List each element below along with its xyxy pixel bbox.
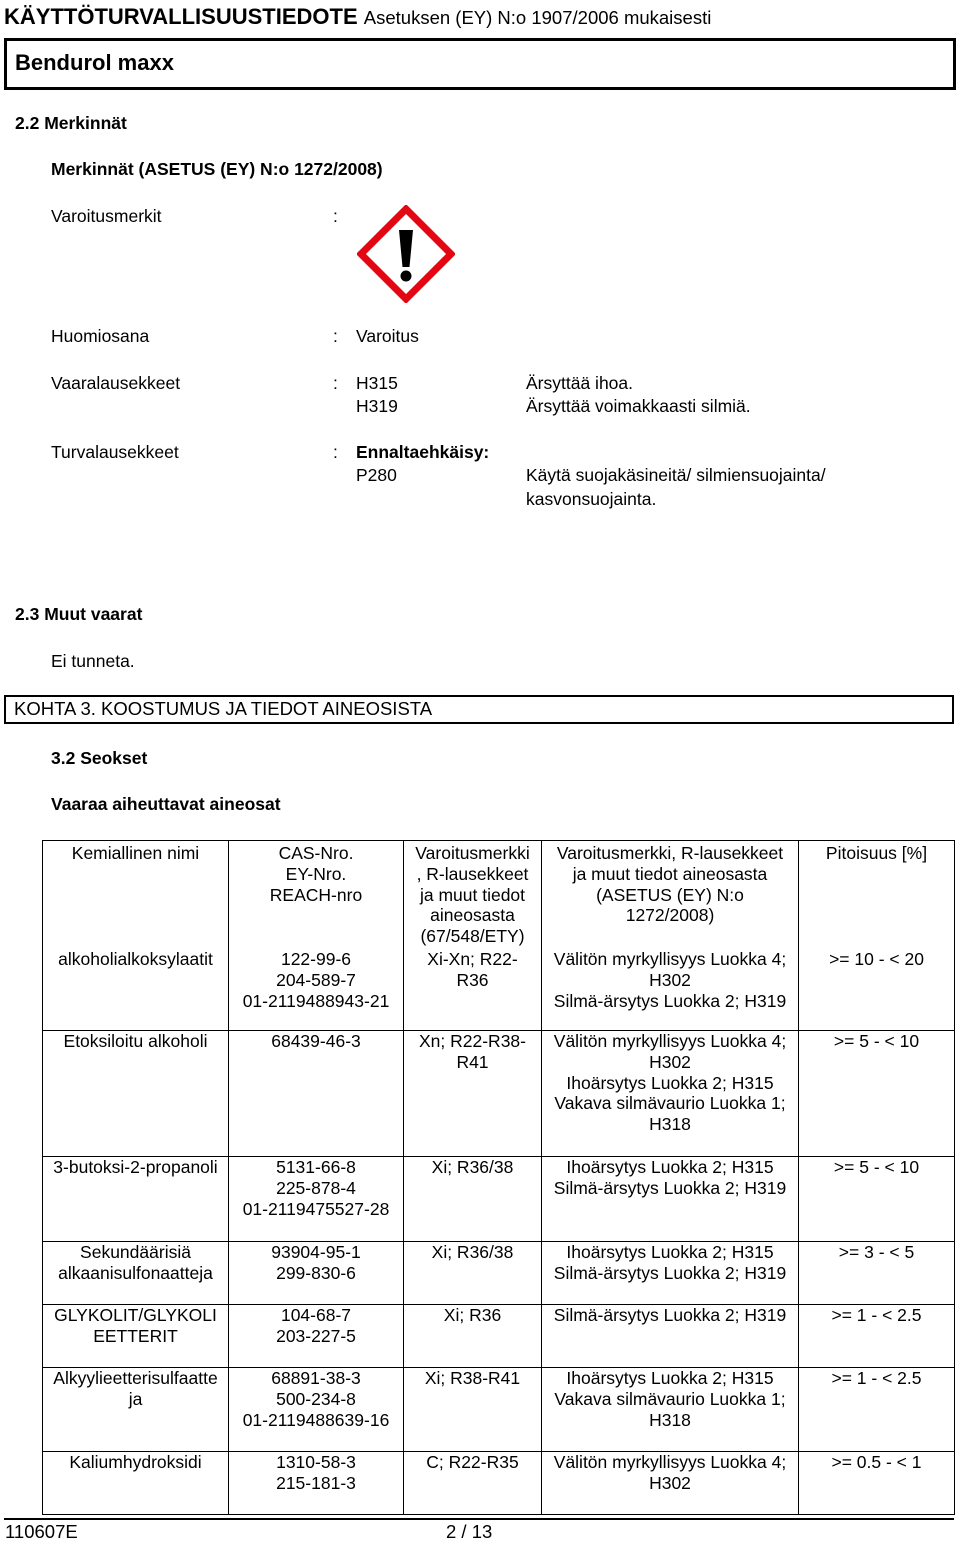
concentration-cell-line: >= 3 - < 5 [838,1242,915,1263]
dsd-classification-cell [404,1242,542,1305]
concentration-cell-line: >= 1 - < 2.5 [831,1305,922,1326]
concentration-cell [799,1368,955,1452]
document-title-regulation: Asetuksen (EY) N:o 1907/2006 mukaisesti [363,7,712,28]
column-header-4-line: Varoitusmerkki, R-lausekkeet [556,843,784,863]
chemical-name-cell [43,1305,229,1368]
clp-classification-cell-line: H302 [649,969,691,990]
concentration-cell-line: >= 0.5 - < 1 [831,1452,922,1473]
product-name: Bendurol maxx [15,50,174,75]
dsd-classification-cell [404,1030,542,1156]
column-header-2-line: CAS-Nro. [278,843,354,863]
column-header-4-line: ja muut tiedot aineosasta [572,863,768,884]
clp-classification-cell [542,1030,799,1156]
clp-classification-cell-line: Silmä-ärsytys Luokka 2; H319 [553,1305,787,1326]
hazard-text: Ärsyttää ihoa. [526,373,633,393]
clp-classification-cell-line: H302 [649,1473,691,1494]
document-id: 110607E [5,1521,78,1542]
identifier-cell [229,1030,404,1156]
chemical-name-cell-line: Alkyylieetterisulfaatte [53,1368,218,1389]
dsd-classification-cell [404,1452,542,1515]
clp-classification-cell [542,947,799,1031]
hazard-statements-colon: : [333,373,338,393]
table-row [43,1368,955,1452]
clp-classification-cell [542,1368,799,1452]
identifier-cell-line: 500-234-8 [276,1389,356,1410]
identifier-cell-line: 1310-58-3 [276,1452,356,1473]
components-table [42,840,955,1515]
chemical-name-cell-line: 3-butoksi-2-propanoli [53,1156,218,1177]
identifier-cell-line: 104-68-7 [280,1305,352,1326]
identifier-cell [229,1242,404,1305]
document-title [4,4,711,30]
concentration-cell-line: >= 5 - < 10 [833,1156,920,1177]
section-3-title: KOHTA 3. KOOSTUMUS JA TIEDOT AINEOSISTA [14,698,433,719]
chemical-name-cell-line: alkaanisulfonaatteja [58,1263,213,1284]
identifier-cell-line: 299-830-6 [276,1263,356,1284]
table-row [43,1156,955,1241]
identifier-cell-line: 68439-46-3 [271,1030,361,1051]
signal-word-label: Huomiosana [51,326,150,346]
identifier-cell-line: 68891-38-3 [271,1368,361,1389]
column-header-2-line: EY-Nro. [285,863,347,884]
table-row [43,947,955,1031]
identifier-cell-line: 01-2119475527-28 [242,1198,390,1219]
clp-classification-cell-line: H318 [649,1114,691,1135]
identifier-cell-line: 01-2119488639-16 [242,1409,390,1430]
identifier-cell-line: 225-878-4 [276,1177,356,1198]
identifier-cell-line: 5131-66-8 [276,1156,356,1177]
precautionary-statements-label: Turvalausekkeet [51,442,179,462]
concentration-cell [799,1305,955,1368]
clp-classification-cell-line: Vakava silmävaurio Luokka 1; [554,1093,786,1114]
signal-word-colon: : [333,326,338,346]
chemical-name-cell-line: Etoksiloitu alkoholi [63,1030,208,1051]
chemical-name-cell-line: ja [128,1389,143,1410]
identifier-cell [229,1305,404,1368]
hazard-text: Ärsyttää voimakkaasti silmiä. [526,396,751,416]
precaution-group: Ennaltaehkäisy: [356,442,490,462]
chemical-name-cell [43,1368,229,1452]
column-header-5 [799,841,955,947]
other-hazards-text: Ei tunneta. [51,651,135,671]
hazard-code: H319 [356,396,398,416]
table-row [43,1305,955,1368]
precautionary-statements-colon: : [333,442,338,462]
chemical-name-cell-line: GLYKOLIT/GLYKOLI [54,1305,217,1326]
clp-classification-cell-line: Silmä-ärsytys Luokka 2; H319 [553,990,787,1011]
chemical-name-cell-line: alkoholialkoksylaatit [58,948,213,969]
footer-divider [4,1518,954,1520]
column-header-4 [542,841,799,947]
column-header-3 [404,841,542,947]
dsd-classification-cell-line: C; R22-R35 [426,1452,519,1473]
clp-classification-cell [542,1305,799,1368]
identifier-cell [229,947,404,1031]
table-row [43,1452,955,1515]
dsd-classification-cell-line: R36 [456,969,489,990]
identifier-cell [229,1452,404,1515]
clp-classification-cell [542,1242,799,1305]
signal-word-value: Varoitus [356,326,419,346]
clp-classification-cell-line: Ihoärsytys Luokka 2; H315 [566,1156,774,1177]
chemical-name-cell [43,1452,229,1515]
chemical-name-cell [43,1030,229,1156]
chemical-name-cell-line: Sekundäärisiä [80,1242,191,1263]
labelling-subheading: Merkinnät (ASETUS (EY) N:o 1272/2008) [51,159,383,179]
section-2-2-heading: 2.2 Merkinnät [15,113,127,133]
precaution-code: P280 [356,465,397,485]
clp-classification-cell-line: Ihoärsytys Luokka 2; H315 [566,1072,774,1093]
dsd-classification-cell-line: Xi; R36/38 [431,1242,514,1263]
dsd-classification-cell-line: Xi-Xn; R22- [427,948,518,969]
document-title-main: KÄYTTÖTURVALLISUUSTIEDOTE [4,4,358,29]
identifier-cell-line: 122-99-6 [280,948,352,969]
chemical-name-cell-line: EETTERIT [93,1326,178,1347]
chemical-name-cell [43,1156,229,1241]
identifier-cell-line: 93904-95-1 [271,1242,361,1263]
clp-classification-cell-line: Ihoärsytys Luokka 2; H315 [566,1242,774,1263]
page-number: 2 / 13 [446,1521,493,1542]
dsd-classification-cell [404,1368,542,1452]
column-header-1-line: Kemiallinen nimi [71,843,200,863]
identifier-cell [229,1368,404,1452]
column-header-4-line: (ASETUS (EY) N:o [596,884,744,905]
column-header-3-line: , R-lausekkeet [416,863,529,884]
concentration-cell-line: >= 10 - < 20 [829,948,924,969]
pictogram-colon: : [333,206,338,226]
clp-classification-cell-line: Välitön myrkyllisyys Luokka 4; [553,948,787,969]
column-header-1 [43,841,229,947]
identifier-cell-line: 01-2119488943-21 [242,990,390,1011]
dsd-classification-cell-line: Xi; R36 [443,1305,502,1326]
concentration-cell [799,947,955,1031]
section-3-2-heading: 3.2 Seokset [51,748,148,768]
concentration-cell [799,1242,955,1305]
table-row [43,1030,955,1156]
column-header-2-line: REACH-nro [269,884,363,905]
identifier-cell-line: 215-181-3 [276,1473,356,1494]
column-header-3-line: Varoitusmerkki [415,843,530,863]
concentration-cell-line: >= 1 - < 2.5 [831,1368,922,1389]
chemical-name-cell [43,1242,229,1305]
concentration-cell [799,1156,955,1241]
concentration-cell-line: >= 5 - < 10 [833,1030,920,1051]
clp-classification-cell-line: H302 [649,1051,691,1072]
chemical-name-cell-line: Kaliumhydroksidi [69,1452,202,1473]
dsd-classification-cell [404,1305,542,1368]
clp-classification-cell [542,1452,799,1515]
table-header-row [43,841,955,947]
column-header-4-line: 1272/2008) [625,905,715,926]
clp-classification-cell-line: Välitön myrkyllisyys Luokka 4; [553,1030,787,1051]
identifier-cell-line: 204-589-7 [276,969,356,990]
precaution-text-continued: kasvonsuojainta. [526,489,657,509]
clp-classification-cell-line: Välitön myrkyllisyys Luokka 4; [553,1452,787,1473]
column-header-2 [229,841,404,947]
dsd-classification-cell-line: R41 [456,1051,489,1072]
chemical-name-cell [43,947,229,1031]
pictogram-label: Varoitusmerkit [51,206,162,226]
table-row [43,1242,955,1305]
clp-classification-cell-line: Vakava silmävaurio Luokka 1; [554,1389,786,1410]
dsd-classification-cell-line: Xn; R22-R38- [419,1030,526,1051]
hazard-statements-label: Vaaralausekkeet [51,373,181,393]
dsd-classification-cell-line: Xi; R38-R41 [424,1368,521,1389]
identifier-cell [229,1156,404,1241]
dsd-classification-cell [404,1156,542,1241]
clp-classification-cell-line: Silmä-ärsytys Luokka 2; H319 [553,1263,787,1284]
ghs07-exclamation-icon [357,205,455,303]
concentration-cell [799,1452,955,1515]
identifier-cell-line: 203-227-5 [276,1326,356,1347]
clp-classification-cell [542,1156,799,1241]
column-header-3-line: aineosasta [430,905,515,926]
column-header-3-line: (67/548/ETY) [420,926,525,947]
hazard-code: H315 [356,373,398,393]
section-2-3-heading: 2.3 Muut vaarat [15,604,143,624]
clp-classification-cell-line: H318 [649,1409,691,1430]
concentration-cell [799,1030,955,1156]
hazardous-components-subheading: Vaaraa aiheuttavat aineosat [51,794,281,814]
clp-classification-cell-line: Ihoärsytys Luokka 2; H315 [566,1368,774,1389]
column-header-3-line: ja muut tiedot [419,884,526,905]
column-header-5-line: Pitoisuus [%] [825,843,928,863]
dsd-classification-cell [404,947,542,1031]
clp-classification-cell-line: Silmä-ärsytys Luokka 2; H319 [553,1177,787,1198]
precaution-text: Käytä suojakäsineitä/ silmiensuojainta/ [526,465,826,485]
dsd-classification-cell-line: Xi; R36/38 [431,1156,514,1177]
